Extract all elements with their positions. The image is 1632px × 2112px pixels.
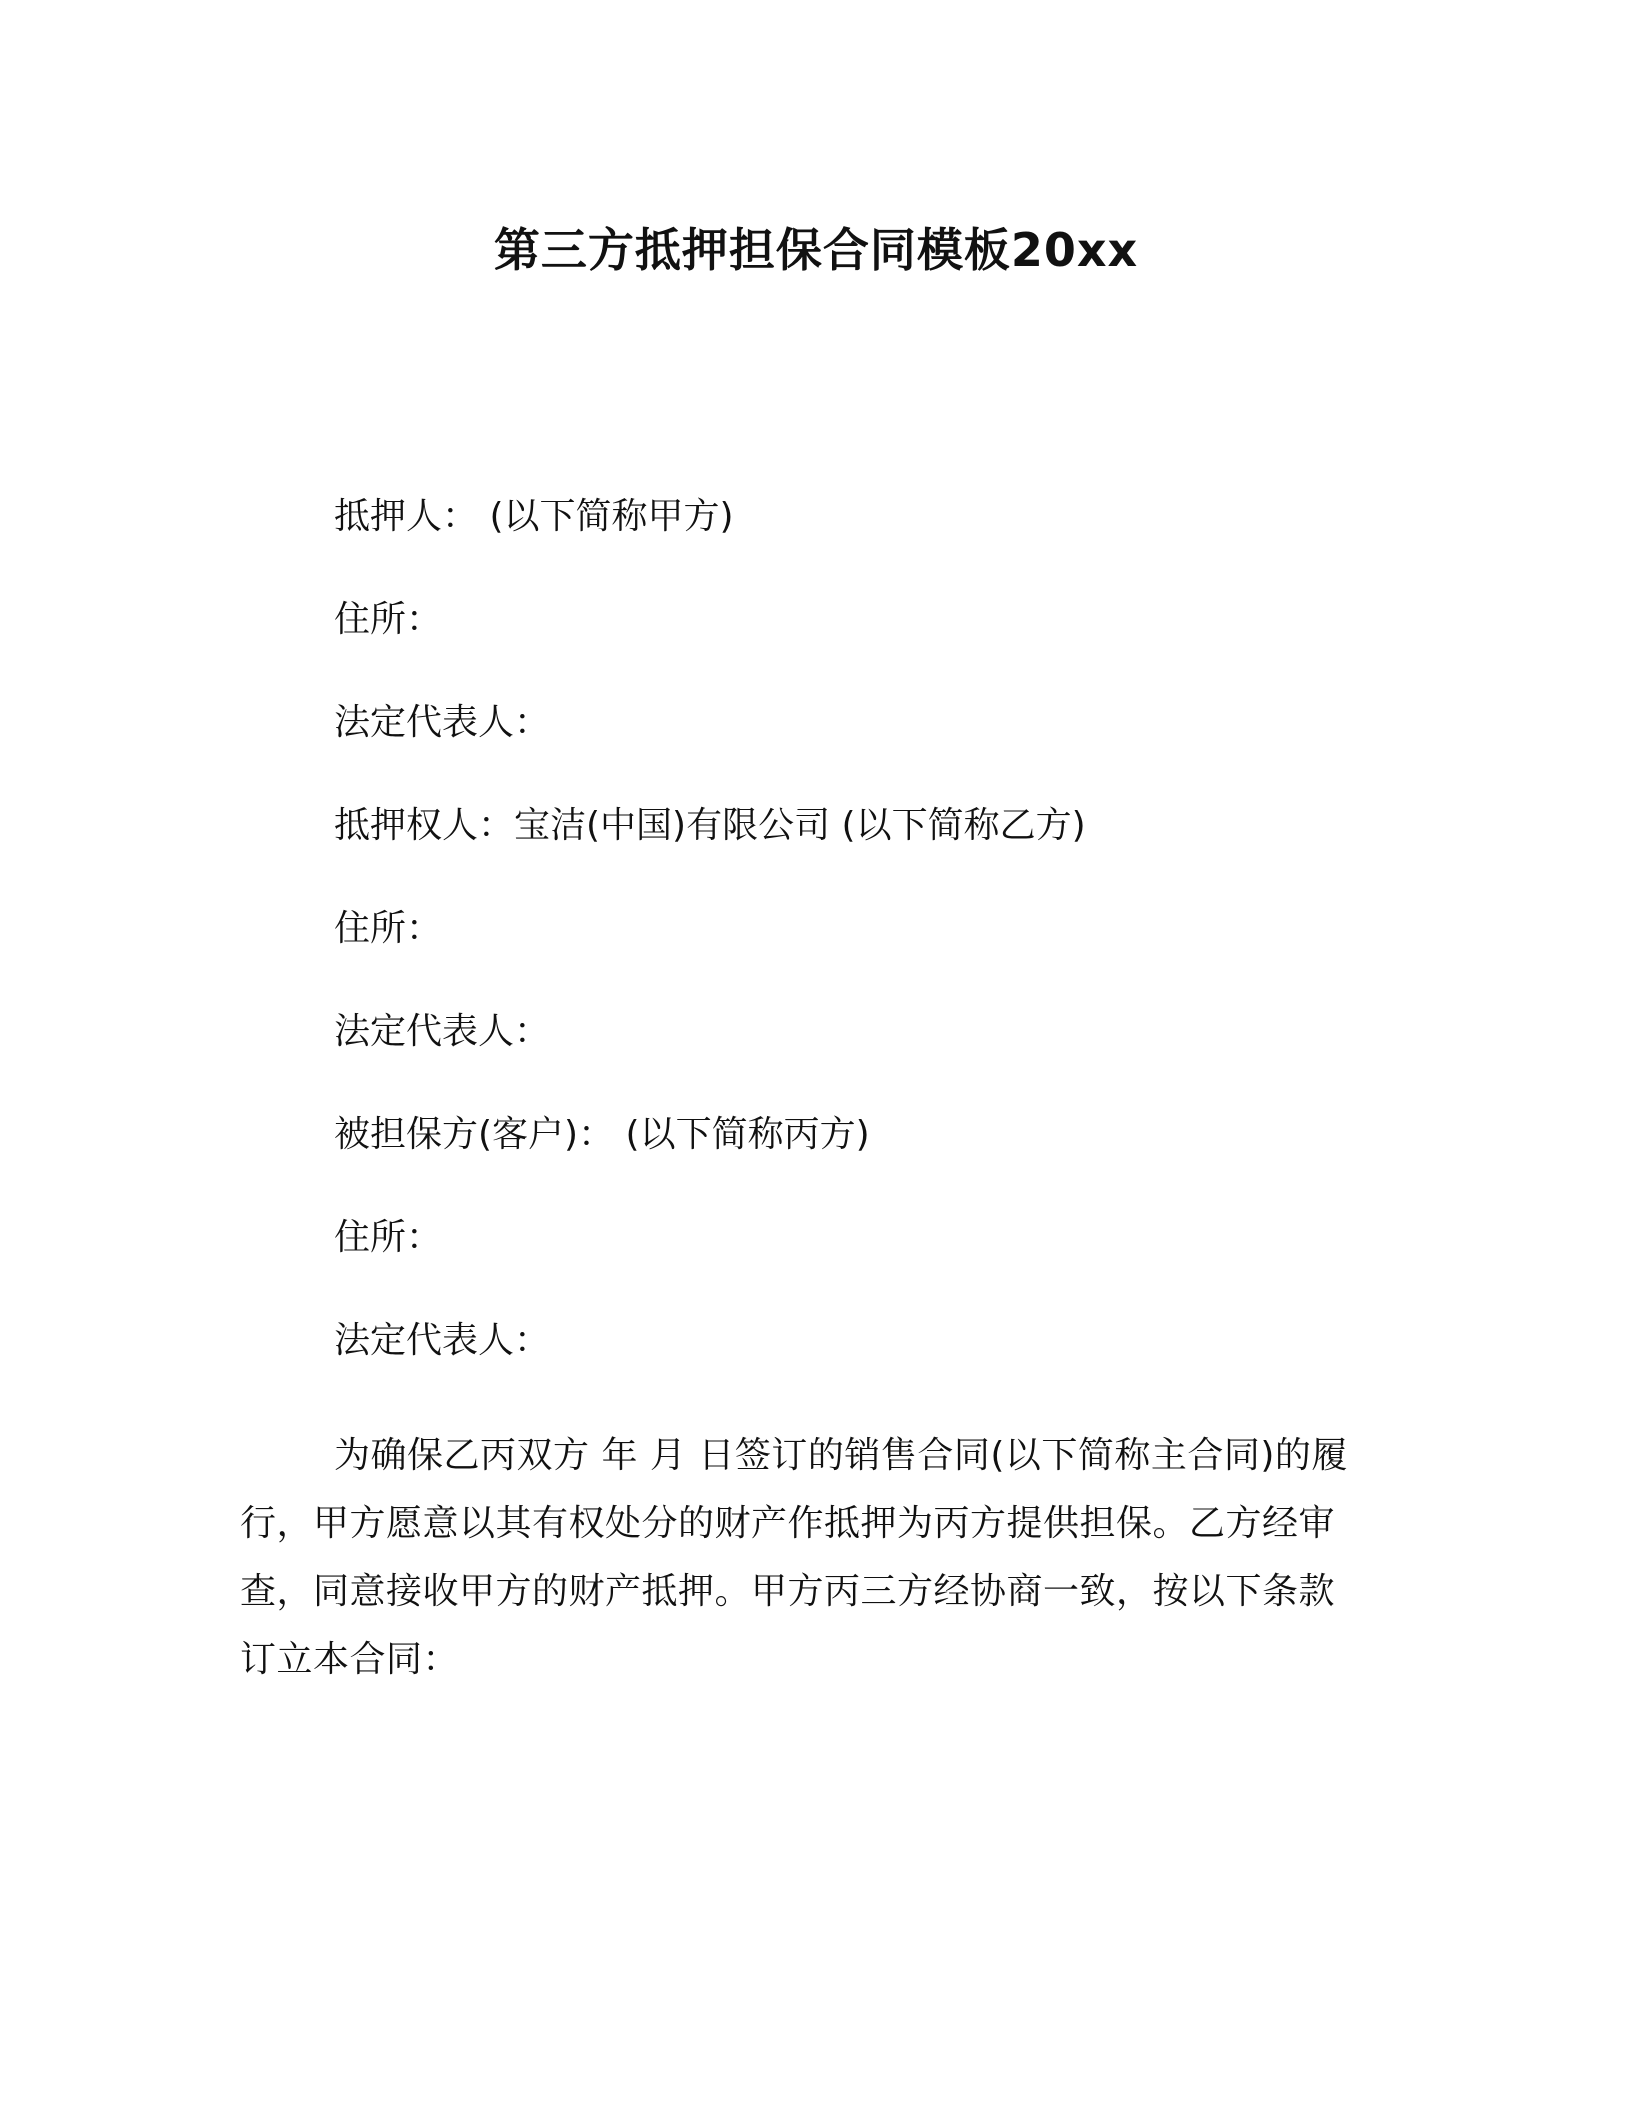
paragraph-line: 查，同意接收甲方的财产抵押。甲方丙三方经协商一致，按以下条款 [240, 1571, 1336, 1612]
field-guaranteed-party-address: 住所： [334, 1217, 443, 1258]
paragraph-line: 行，甲方愿意以其有权处分的财产作抵押为丙方提供担保。乙方经审 [240, 1503, 1336, 1544]
field-mortgagor-address: 住所： [334, 599, 443, 640]
paragraph-line: 订立本合同： [240, 1639, 460, 1680]
preamble-paragraph [240, 1422, 1360, 1694]
field-mortgagee-legal-rep: 法定代表人： [334, 1011, 551, 1052]
field-mortgagee-address: 住所： [334, 908, 443, 949]
field-mortgagee: 抵押权人：宝洁(中国)有限公司 (以下简称乙方) [334, 805, 1086, 846]
field-guaranteed-party-legal-rep: 法定代表人： [334, 1320, 551, 1361]
paragraph-line: 为确保乙丙双方 年 月 日签订的销售合同(以下简称主合同)的履 [334, 1435, 1348, 1476]
field-mortgagor-legal-rep: 法定代表人： [334, 702, 551, 743]
document-title: 第三方抵押担保合同模板20xx [493, 223, 1139, 277]
field-guaranteed-party: 被担保方(客户)： (以下简称丙方) [334, 1114, 870, 1155]
field-mortgagor: 抵押人： (以下简称甲方) [334, 496, 734, 537]
